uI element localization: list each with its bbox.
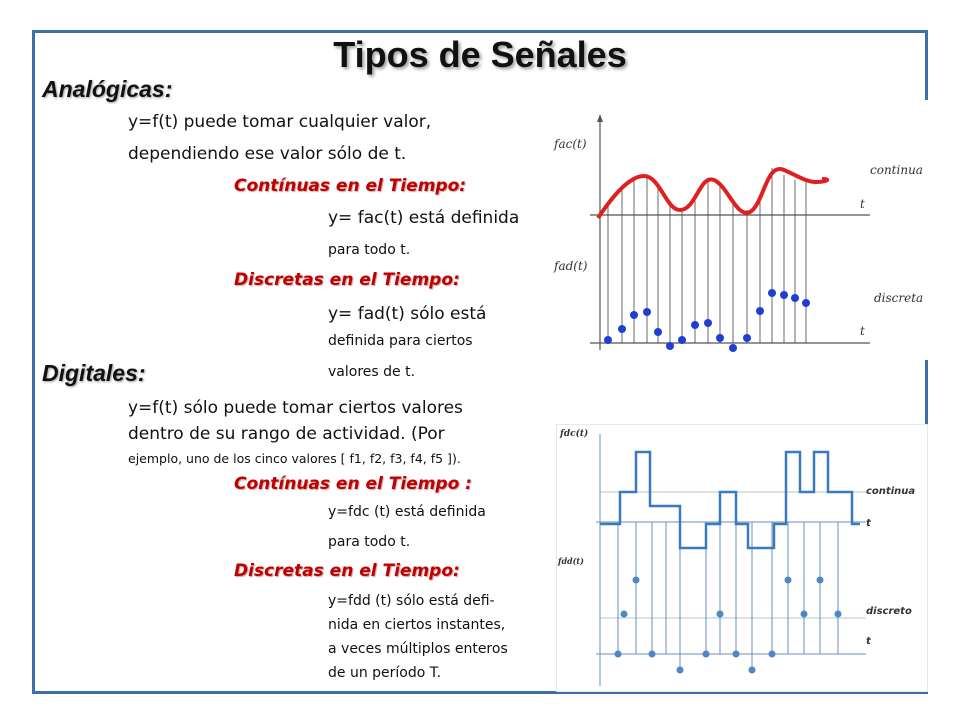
digital-line3: ejemplo, uno de los cinco valores [ f1, f2, f3, f4, f5 ]).: [128, 451, 461, 466]
analog-signal-figure: [540, 100, 932, 360]
digital-discrete-def2: nida en ciertos instantes,: [328, 617, 506, 633]
analog-discrete-def: y= fad(t) sólo está: [328, 304, 487, 324]
digital-discrete-def3: a veces múltiplos enteros: [328, 641, 508, 657]
analog-continuous-label: continua: [870, 163, 923, 177]
digital-discrete-heading: Discretas en el Tiempo:: [234, 561, 460, 581]
digital-y-top-label: fdc(t): [560, 429, 589, 439]
digital-continuous-def: y=fdc (t) está definida: [328, 504, 486, 520]
digital-signal-figure: [556, 424, 928, 692]
digital-continuous-label: continua: [866, 486, 916, 497]
digital-discrete-def4: de un período T.: [328, 665, 442, 681]
analog-continuous-heading: Contínuas en el Tiempo:: [234, 176, 467, 196]
digital-continuous-def2: para todo t.: [328, 534, 411, 550]
digital-continuous-heading: Contínuas en el Tiempo :: [234, 474, 472, 494]
digital-heading: Digitales:: [42, 360, 146, 386]
digital-line1: y=f(t) sólo puede tomar ciertos valores: [128, 398, 463, 418]
analog-continuous-def: y= fac(t) está definida: [328, 208, 520, 228]
digital-axis-t-top: t: [866, 518, 871, 529]
analog-y-bottom-label: fad(t): [554, 259, 588, 273]
analog-discrete-label: discreta: [874, 291, 924, 305]
analog-discrete-heading: Discretas en el Tiempo:: [234, 270, 460, 290]
digital-y-bottom-label: fdd(t): [558, 556, 584, 566]
analog-axis-t-bottom: t: [860, 324, 865, 338]
analog-discrete-def2: definida para ciertos: [328, 333, 473, 349]
slide-title: Tipos de Señales: [333, 34, 627, 75]
digital-axis-t-bottom: t: [866, 636, 871, 647]
analog-line2: dependiendo ese valor sólo de t.: [128, 144, 407, 164]
analog-heading: Analógicas:: [42, 76, 173, 102]
analog-y-top-label: fac(t): [554, 137, 587, 151]
analog-continuous-def2: para todo t.: [328, 242, 411, 258]
digital-line2: dentro de su rango de actividad. (Por: [128, 424, 445, 444]
analog-axis-t-top: t: [860, 197, 865, 211]
analog-discrete-def3: valores de t.: [328, 364, 416, 380]
digital-discrete-def: y=fdd (t) sólo está defi-: [328, 593, 495, 609]
digital-discrete-label: discreto: [866, 606, 912, 617]
analog-line1: y=f(t) puede tomar cualquier valor,: [128, 112, 432, 132]
